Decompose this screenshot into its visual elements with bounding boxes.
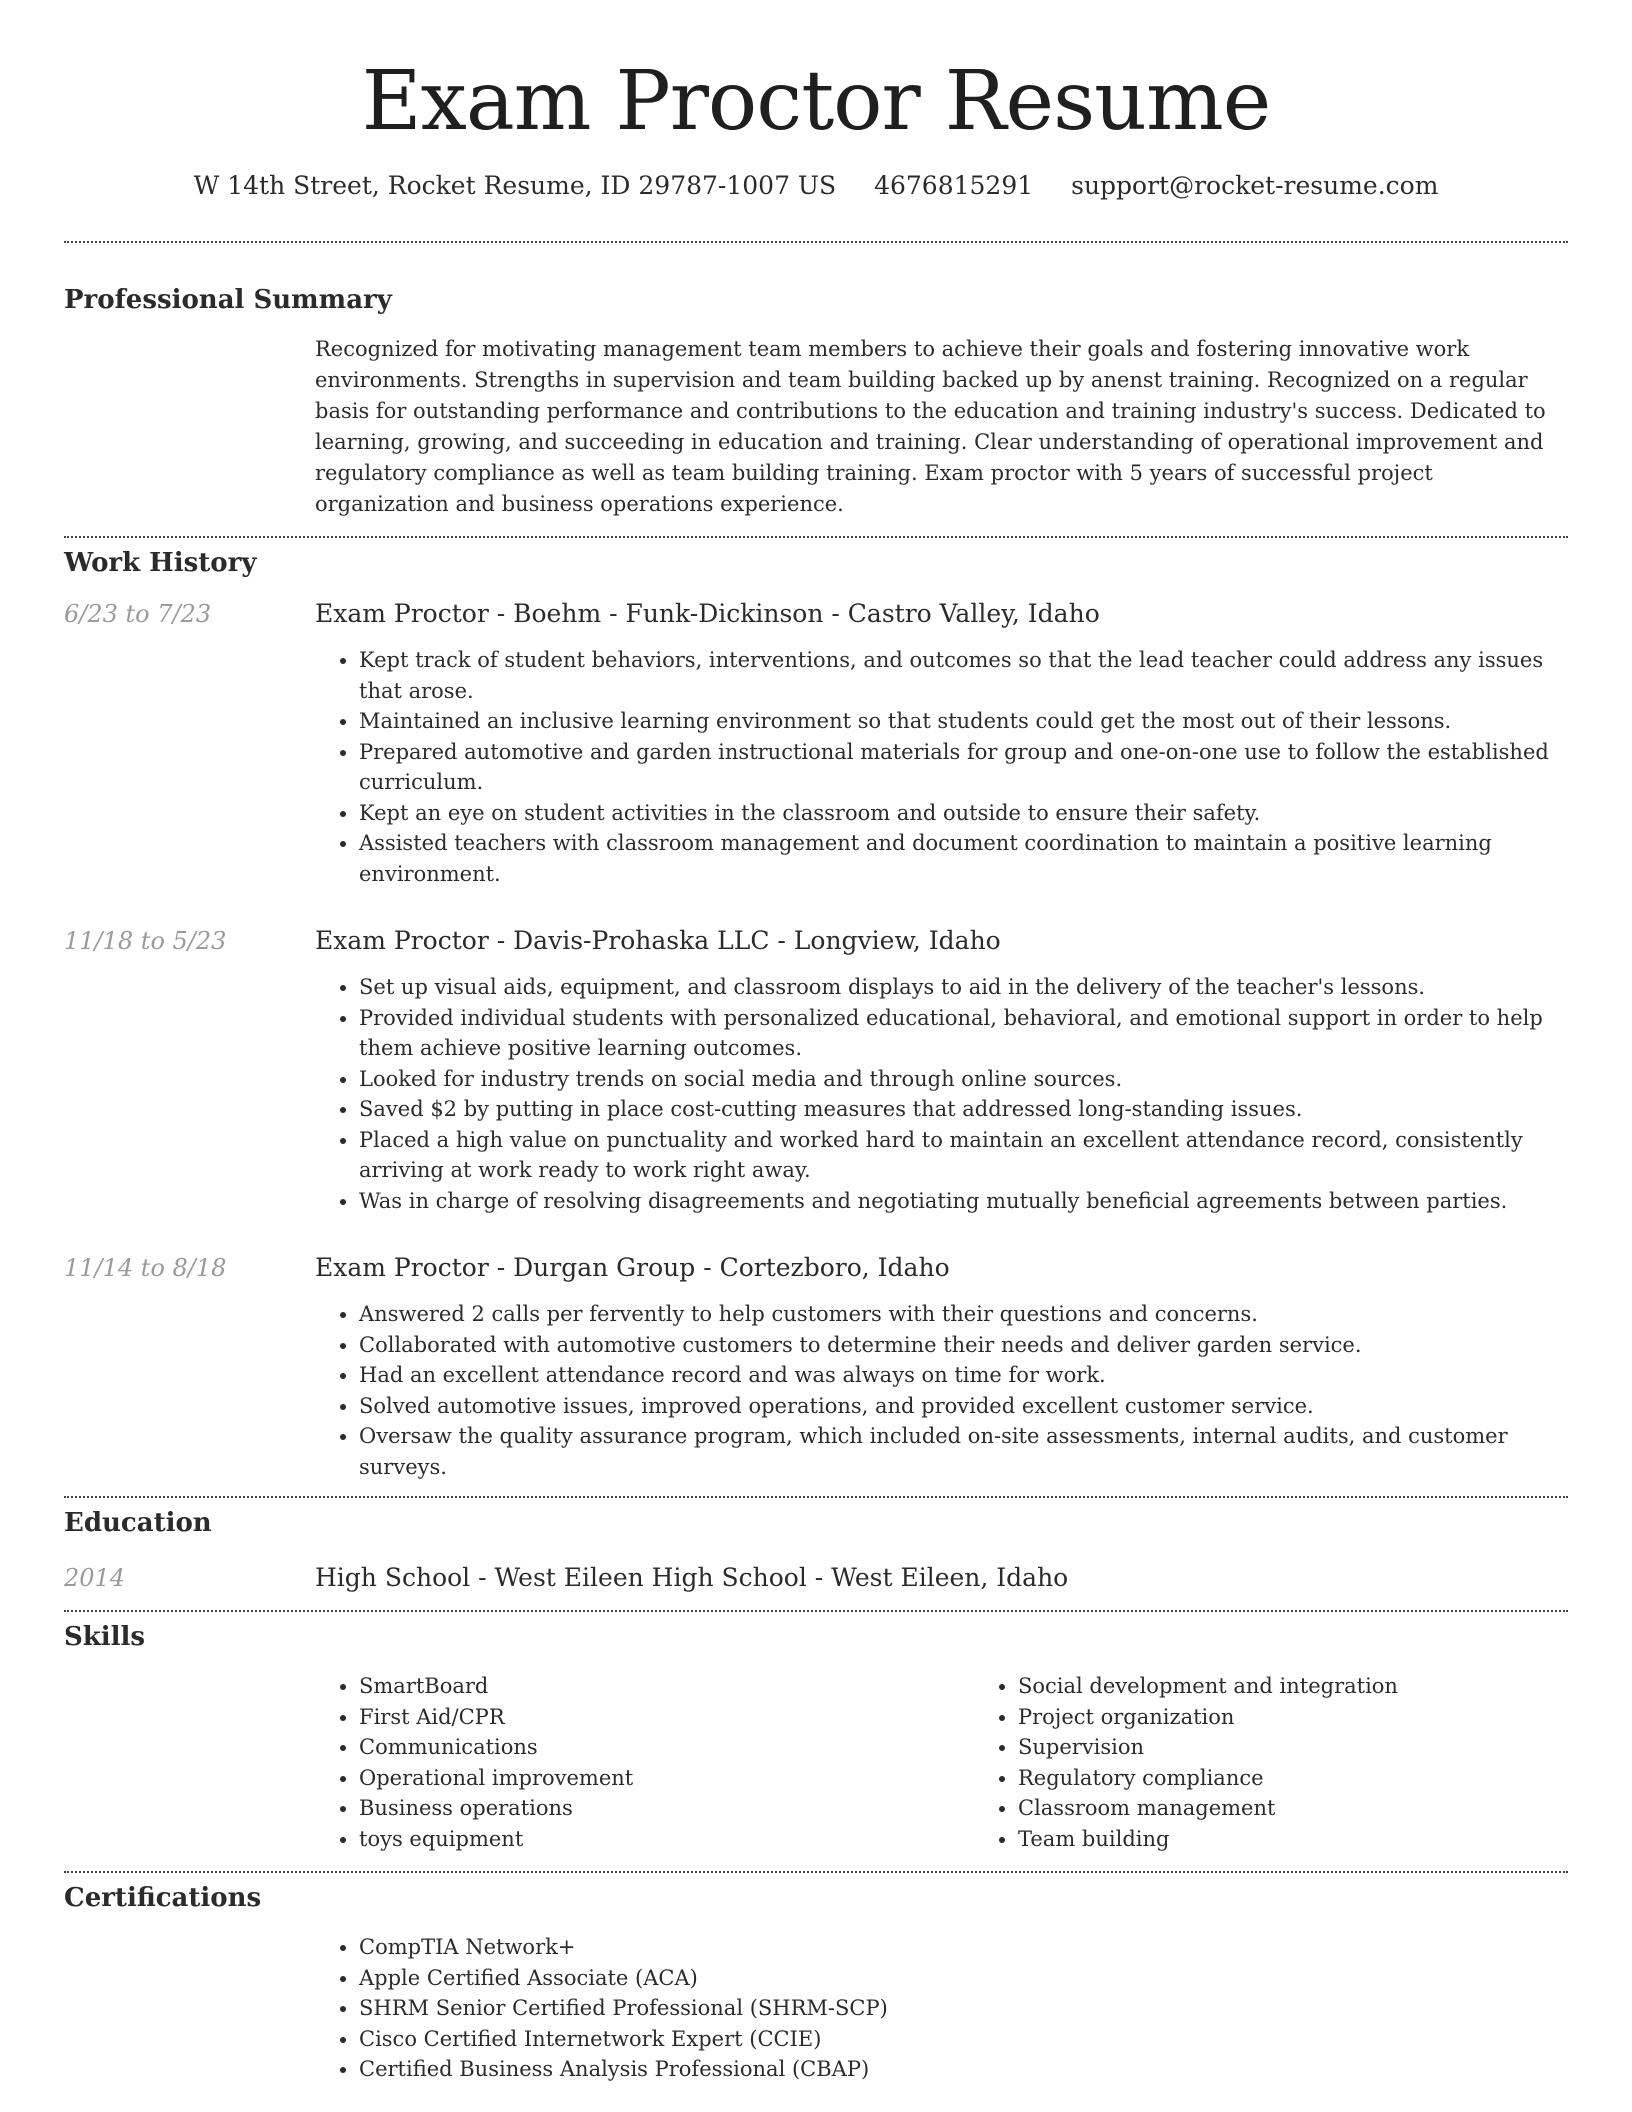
section-divider [64, 536, 1568, 538]
skill-item: • Team building [1018, 1824, 1632, 1855]
job-body [315, 598, 1568, 889]
job-title: Exam Proctor - Durgan Group - Cortezboro, Idaho [315, 1253, 950, 1282]
certification-item: • CompTIA Network+ [359, 1932, 1568, 1963]
summary-row [64, 334, 1568, 520]
summary-heading: Professional Summary [64, 285, 392, 315]
job-bullet: • Kept track of student behaviors, interventions, and outcomes so that the lead teacher could address any issues that arose. [359, 645, 1568, 706]
job-bullet: • Kept an eye on student activities in the classroom and outside to ensure their safety. [359, 798, 1568, 829]
job-dates: 11/14 to 8/18 [64, 1254, 227, 1282]
job-bullet: • Was in charge of resolving disagreements and negotiating mutually beneficial agreements between parties. [359, 1186, 1568, 1217]
certifications-list [315, 1932, 1568, 2085]
skill-item: • toys equipment [359, 1824, 974, 1855]
resume-page [64, 0, 1568, 2085]
certifications-heading: Certifications [64, 1883, 262, 1913]
job-bullets [315, 1299, 1568, 1482]
work-heading: Work History [64, 548, 257, 578]
certifications-spacer [64, 1932, 315, 2085]
skill-item: • First Aid/CPR [359, 1702, 974, 1733]
job-entry [64, 1252, 1568, 1482]
skill-item: • Business operations [359, 1793, 974, 1824]
skills-columns [315, 1671, 1632, 1854]
job-bullet: • Answered 2 calls per fervently to help customers with their questions and concerns. [359, 1299, 1568, 1330]
contact-address: W 14th Street, Rocket Resume, ID 29787-1007 US [193, 171, 837, 200]
section-divider [64, 1610, 1568, 1612]
skill-item: • Social development and integration [1018, 1671, 1632, 1702]
skill-item: • Communications [359, 1732, 974, 1763]
education-title: High School - West Eileen High School - West Eileen, Idaho [315, 1563, 1069, 1592]
job-bullet: • Provided individual students with personalized educational, behavioral, and emotional support in order to help them achieve positive learning outcomes. [359, 1003, 1568, 1064]
summary-spacer [64, 334, 315, 520]
page-title: Exam Proctor Resume [361, 54, 1271, 149]
job-entry [64, 598, 1568, 889]
job-title: Exam Proctor - Davis-Prohaska LLC - Longview, Idaho [315, 926, 1001, 955]
certification-item: • Certified Business Analysis Professional (CBAP) [359, 2054, 1568, 2085]
job-bullet: • Maintained an inclusive learning environment so that students could get the most out of their lessons. [359, 706, 1568, 737]
summary-body [315, 334, 1568, 520]
skill-item: • Project organization [1018, 1702, 1632, 1733]
work-list [64, 598, 1568, 1482]
skill-item: • Regulatory compliance [1018, 1763, 1632, 1794]
job-title: Exam Proctor - Boehm - Funk-Dickinson - Castro Valley, Idaho [315, 599, 1100, 628]
skill-item: • SmartBoard [359, 1671, 974, 1702]
job-bullet: • Placed a high value on punctuality and worked hard to maintain an excellent attendance record, consistently arriving at work ready to work right away. [359, 1125, 1568, 1186]
education-heading: Education [64, 1508, 212, 1538]
job-bullet: • Collaborated with automotive customers to determine their needs and deliver garden service. [359, 1330, 1568, 1361]
certification-item: • Cisco Certified Internetwork Expert (CCIE) [359, 2024, 1568, 2055]
section-divider [64, 1871, 1568, 1873]
contact-line [64, 170, 1568, 202]
education-year: 2014 [64, 1564, 126, 1592]
job-body [315, 925, 1568, 1216]
section-divider [64, 1496, 1568, 1498]
certification-item: • Apple Certified Associate (ACA) [359, 1963, 1568, 1994]
job-bullet: • Assisted teachers with classroom management and document coordination to maintain a positive learning environment. [359, 828, 1568, 889]
skill-item: • Classroom management [1018, 1793, 1632, 1824]
job-bullet: • Had an excellent attendance record and was always on time for work. [359, 1360, 1568, 1391]
job-bullet: • Set up visual aids, equipment, and classroom displays to aid in the delivery of the teacher's lessons. [359, 972, 1568, 1003]
education-entry [64, 1562, 1568, 1594]
contact-email: support@rocket-resume.com [1071, 171, 1439, 200]
skill-item: • Supervision [1018, 1732, 1632, 1763]
skills-list-left [315, 1671, 974, 1854]
contact-phone: 4676815291 [874, 171, 1034, 200]
job-bullet: • Oversaw the quality assurance program, which included on-site assessments, internal audits, and customer surveys. [359, 1421, 1568, 1482]
job-bullet: • Looked for industry trends on social media and through online sources. [359, 1064, 1568, 1095]
skills-heading: Skills [64, 1622, 146, 1652]
job-entry [64, 925, 1568, 1216]
section-divider [64, 241, 1568, 243]
skills-spacer [64, 1671, 315, 1854]
job-body [315, 1252, 1568, 1482]
job-bullet: • Solved automotive issues, improved operations, and provided excellent customer service. [359, 1391, 1568, 1422]
skills-list-right [974, 1671, 1632, 1854]
certifications-body [315, 1932, 1568, 2085]
job-bullet: • Prepared automotive and garden instructional materials for group and one-on-one use to follow the established curriculum. [359, 737, 1568, 798]
job-bullets [315, 645, 1568, 889]
skill-item: • Operational improvement [359, 1763, 974, 1794]
job-bullet: • Saved $2 by putting in place cost-cutting measures that addressed long-standing issues. [359, 1094, 1568, 1125]
skills-row [64, 1671, 1568, 1854]
job-dates: 6/23 to 7/23 [64, 600, 212, 628]
certification-item: • SHRM Senior Certified Professional (SHRM-SCP) [359, 1993, 1568, 2024]
certifications-row [64, 1932, 1568, 2085]
job-bullets [315, 972, 1568, 1216]
summary-text: Recognized for motivating management team members to achieve their goals and fostering innovative work environments. Strengths in supervision and team building backed up by anenst training. Recognized on a regular basis for outstanding performance and contributions to the education and training industry's success. Dedicated to learning, growing, and succeeding in education and training. Clear understanding of operational improvement and regulatory compliance as well as team building training. Exam proctor with 5 years of successful project organization and business operations experience. [315, 337, 1546, 516]
job-dates: 11/18 to 5/23 [64, 927, 227, 955]
